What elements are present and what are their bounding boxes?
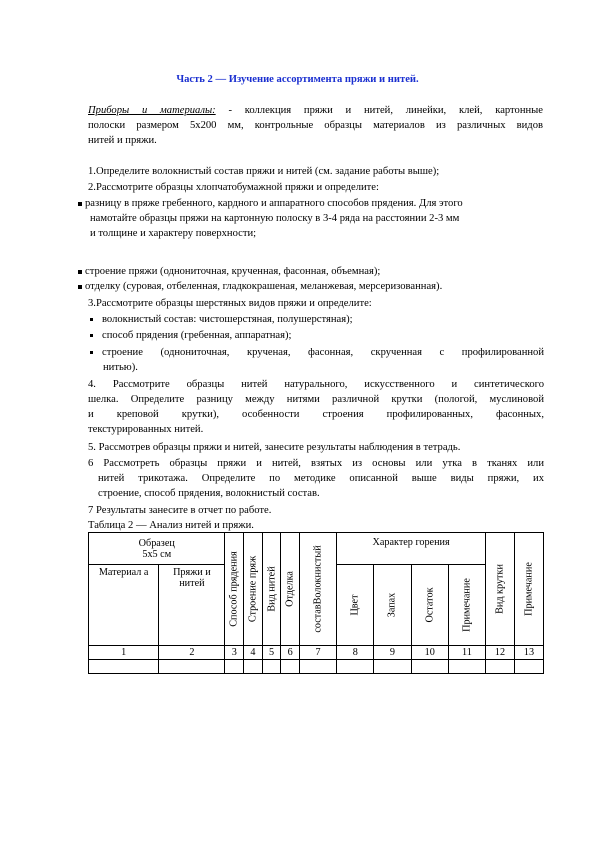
step-6-line-3: строение, способ прядения, волокнистый состав. (98, 488, 320, 499)
spinning-header: Способ прядения (225, 533, 244, 646)
step-7: 7 Результаты занесите в отчет по работе. (88, 505, 272, 516)
step-2-bullet-1-line-3: и толщине и характеру поверхности; (90, 228, 257, 239)
col-num: 11 (448, 646, 485, 660)
step-2-bullet-1-line-2: намотайте образцы пряжи на картонную полоску в 3-4 ряда на расстоянии 2-3 мм (90, 213, 460, 224)
yarn-header: Пряжи и нитей (159, 565, 225, 646)
col-num: 9 (374, 646, 411, 660)
thread-type-header: Вид нитей (262, 533, 281, 646)
step-4-line-3: и креповой крутки), особенности строения профилированных, фасонных, (88, 409, 544, 420)
col-num: 3 (225, 646, 244, 660)
smell-header: Запах (374, 565, 411, 646)
col-num: 8 (337, 646, 374, 660)
step-4-line-2: шелка. Определите разницу между нитями различной крутки (пологой, муслиновой (88, 394, 544, 405)
step-2-bullet-1: разницу в пряже гребенного, кардного и аппаратного способов прядения. Для этого (78, 196, 544, 211)
col-num: 5 (262, 646, 281, 660)
step-5: 5. Рассмотрев образцы пряжи и нитей, занесите результаты наблюдения в тетрадь. (88, 442, 461, 453)
col-num: 10 (411, 646, 448, 660)
analysis-table (88, 532, 544, 674)
col-num: 12 (486, 646, 515, 660)
step-4-line-1: 4. Рассмотрите образцы нитей натурального, искусственного и синтетического (88, 379, 544, 390)
intro-line-1 (88, 103, 543, 118)
material-header: Материал а (89, 565, 159, 646)
step-1: 1.Определите волокнистый состав пряжи и нитей (см. задание работы выше); (88, 166, 440, 177)
table-caption: Таблица 2 — Анализ нитей и пряжи. (88, 520, 254, 531)
sample-header: Образец 5х5 см (89, 533, 225, 565)
step-6-line-2: нитей трикотажа. Определите по методике описанной выше виды пряжи, их (98, 473, 544, 484)
finish-header: Отделка (281, 533, 300, 646)
intro-label: Приборы и материалы: (88, 105, 216, 116)
col-num: 7 (299, 646, 336, 660)
col-num: 13 (514, 646, 543, 660)
page-title: Часть 2 — Изучение ассортимента пряжи и нитей. (176, 74, 419, 85)
step-2-bullet-3: отделку (суровая, отбеленная, гладкокрашеная, меланжевая, мерсеризованная). (78, 279, 442, 294)
step-3-bullet-3-line-2: нитью). (103, 362, 138, 373)
burning-header: Характер горения (337, 533, 486, 565)
col-num: 1 (89, 646, 159, 660)
intro-line-2: полоски размером 5х200 мм, контрольные образцы материалов из различных видов (88, 120, 543, 131)
step-6-line-1: 6 Рассмотреть образцы пряжи и нитей, взятых из основы или утка в тканях или (88, 458, 544, 469)
structure-header: Строение пряж (244, 533, 263, 646)
bullet-square (90, 318, 93, 321)
note-header-1: Примечание (448, 565, 485, 646)
intro-line1-rest: - коллекция пряжи и нитей, линейки, клей, картонные (228, 105, 543, 116)
table-row (89, 660, 544, 674)
bullet-square (78, 270, 82, 274)
bullet-square (90, 351, 93, 354)
col-num: 4 (244, 646, 263, 660)
note-header-2: Примечание (514, 533, 543, 646)
intro-line-3: нитей и пряжи. (88, 135, 157, 146)
residue-header: Остаток (411, 565, 448, 646)
fiber-header: составВолокнистый (299, 533, 336, 646)
bullet-square (90, 334, 93, 337)
step-2-bullet-2: строение пряжи (однониточная, крученная, фасонная, объемная); (78, 264, 380, 279)
col-num: 2 (159, 646, 225, 660)
color-header: Цвет (337, 565, 374, 646)
twist-header: Вид крутки (486, 533, 515, 646)
column-number-row (89, 646, 544, 660)
col-num: 6 (281, 646, 300, 660)
step-4-line-4: текстурированных нитей. (88, 424, 204, 435)
bullet-square (78, 285, 82, 289)
step-3: 3.Рассмотрите образцы шерстяных видов пряжи и определите: (88, 298, 372, 309)
step-2: 2.Рассмотрите образцы хлопчатобумажной пряжи и определите: (88, 182, 379, 193)
step-3-bullet-1: волокнистый состав: чистошерстяная, полушерстяная); (90, 312, 353, 327)
step-3-bullet-2: способ прядения (гребенная, аппаратная); (90, 328, 291, 343)
bullet-square (78, 202, 82, 206)
step-3-bullet-3: строение (однониточная, крученая, фасонная, скрученная с профилированной (90, 345, 544, 360)
